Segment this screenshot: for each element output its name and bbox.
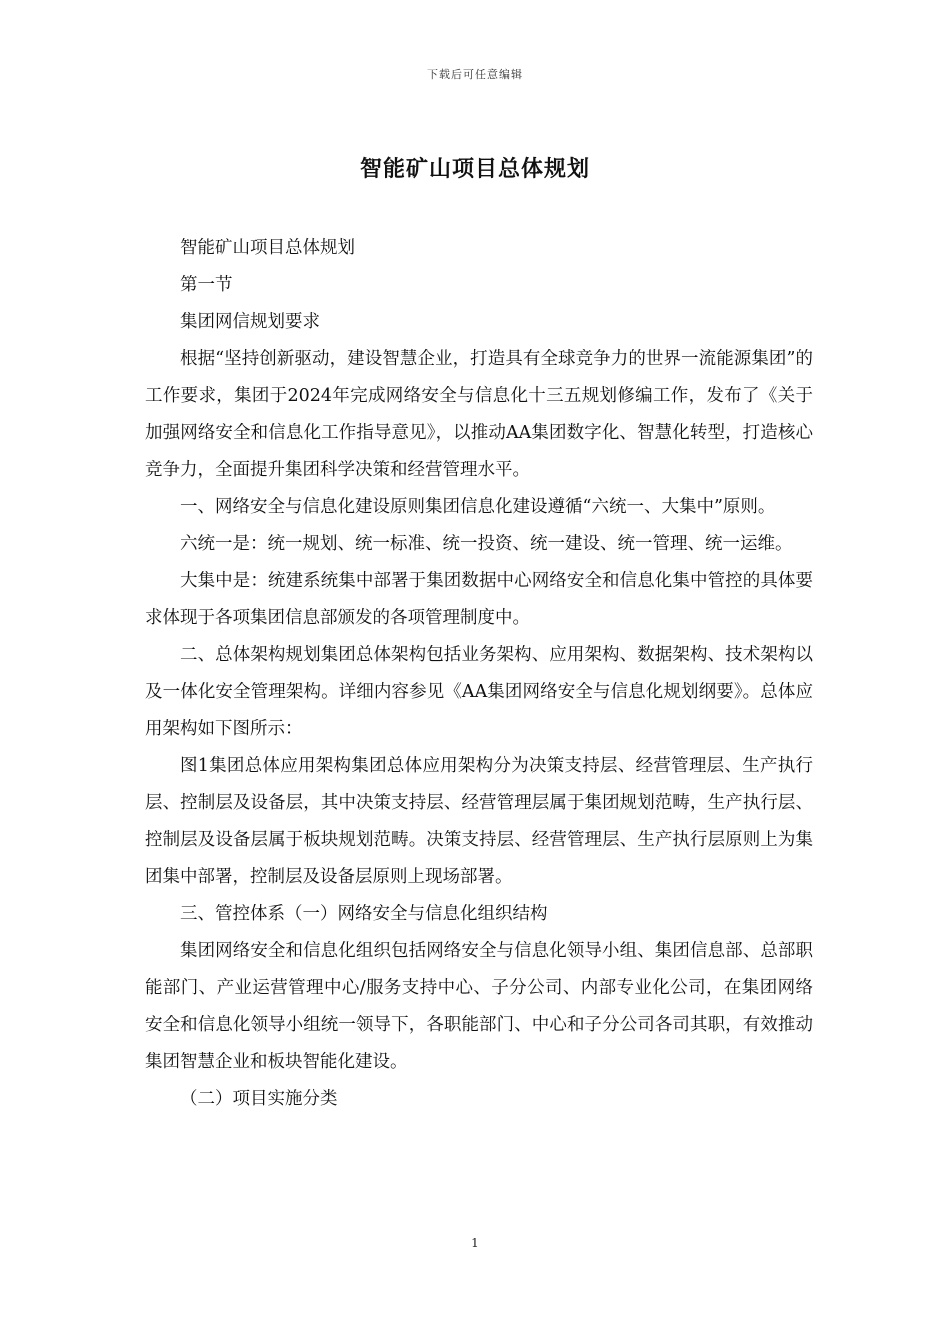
paragraph-principles: 一、网络安全与信息化建设原则集团信息化建设遵循“六统一、大集中”原则。 [180, 497, 776, 517]
paragraph-control-system: 三、管控体系（一）网络安全与信息化组织结构 [180, 904, 548, 924]
paragraph-organization: 集团网络安全和信息化组织包括网络安全与信息化领导小组、集团信息部、总部职能部门、产业运营管理中心/服务支持中心、子分公司、内部专业化公司，在集团网络安全和信息化领导小组统一领导下，各职能部门、中心和子分公司各司其职，有效推动集团智慧企业和板块智能化建设。 [145, 941, 813, 1072]
paragraph-section-title: 集团网信规划要求 [180, 312, 320, 332]
paragraph-section-heading: 第一节 [180, 275, 233, 295]
paragraph-centralization: 大集中是：统建系统集中部署于集团数据中心网络安全和信息化集中管控的具体要求体现于各项集团信息部颁发的各项管理制度中。 [145, 571, 813, 628]
paragraph-intro: 根据“坚持创新驱动，建设智慧企业，打造具有全球竞争力的世界一流能源集团”的工作要求，集团于2024年完成网络安全与信息化十三五规划修编工作，发布了《关于加强网络安全和信息化工作指导意见》，以推动AA集团数字化、智慧化转型，打造核心竞争力，全面提升集团科学决策和经营管理水平。 [145, 349, 813, 480]
paragraph-architecture: 二、总体架构规划集团总体架构包括业务架构、应用架构、数据架构、技术架构以及一体化安全管理架构。详细内容参见《AA集团网络安全与信息化规划纲要》。总体应用架构如下图所示： [145, 645, 813, 739]
paragraph-subtitle: 智能矿山项目总体规划 [180, 238, 355, 258]
document-body [145, 230, 813, 1118]
paragraph-six-unifications: 六统一是：统一规划、统一标准、统一投资、统一建设、统一管理、统一运维。 [180, 534, 793, 554]
page-number: 1 [471, 1236, 479, 1250]
header-note: 下载后可任意编辑 [427, 68, 523, 81]
paragraph-figure-description: 图1集团总体应用架构集团总体应用架构分为决策支持层、经营管理层、生产执行层、控制层及设备层，其中决策支持层、经营管理层属于集团规划范畴，生产执行层、控制层及设备层属于板块规划范畴。决策支持层、经营管理层、生产执行层原则上为集团集中部署，控制层及设备层原则上现场部署。 [145, 756, 813, 887]
paragraph-project-classification: （二）项目实施分类 [180, 1089, 338, 1109]
document-title: 智能矿山项目总体规划 [359, 156, 590, 182]
